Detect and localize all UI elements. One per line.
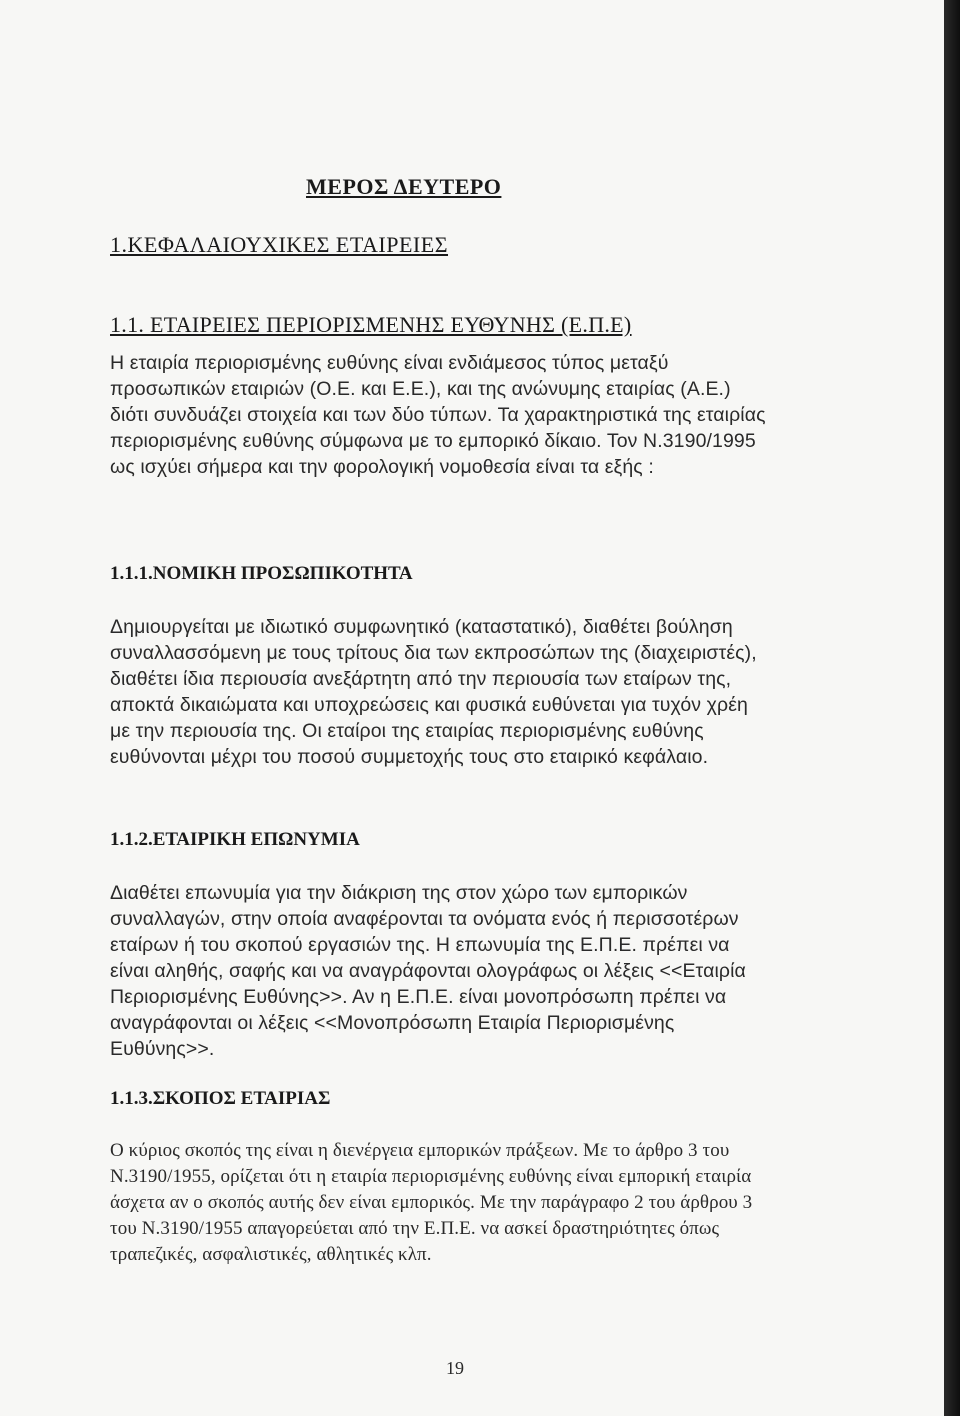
section-title: 1.1. ΕΤΑΙΡΕΙΕΣ ΠΕΡΙΟΡΙΣΜΕΝΗΣ ΕΥΘΥΝΗΣ (Ε.Π.Ε) bbox=[110, 312, 632, 337]
page-number: 19 bbox=[446, 1358, 464, 1378]
subsection-text-legal-personality: Δημιουργείται με ιδιωτικό συμφωνητικό (καταστατικό), διαθέτει βούληση συναλλασσόμενη με τους τρίτους δια των εκπροσώπων της (διαχειριστές), διαθέτει ίδια περιουσία ανεξάρτητη από την περιουσία των εταίρων της, αποκτά δικαιώματα και υποχρεώσεις και φυσικά ευθύνεται για τυχόν χρέη με την περιουσία της. Οι εταίροι της εταιρίας περιορισμένης ευθύνης ευθύνονται μέχρι του ποσού συμμετοχής τους στο εταιρικό κεφάλαιο. bbox=[110, 616, 757, 768]
subsection-heading-legal-personality: 1.1.1.ΝΟΜΙΚΗ ΠΡΟΣΩΠΙΚΟΤΗΤΑ bbox=[110, 563, 413, 584]
intro-paragraph: Η εταιρία περιορισμένης ευθύνης είναι ενδιάμεσος τύπος μεταξύ προσωπικών εταιριών (Ο.Ε. και Ε.Ε.), και της ανώνυμης εταιρίας (Α.Ε.) διότι συνδυάζει στοιχεία και των δύο τύπων. Τα χαρακτηριστικά της εταιρίας περιορισμένης ευθύνης σύμφωνα με το εμπορικό δίκαιο. Τον Ν.3190/1995 ως ισχύει σήμερα και την φορολογική νομοθεσία είναι τα εξής : bbox=[110, 352, 766, 478]
part-title: ΜΕΡΟΣ ΔΕΥΤΕΡΟ bbox=[306, 174, 502, 199]
subsection-heading-company-name: 1.1.2.ΕΤΑΙΡΙΚΗ ΕΠΩΝΥΜΙΑ bbox=[110, 829, 360, 850]
subsection-heading-company-purpose: 1.1.3.ΣΚΟΠΟΣ ΕΤΑΙΡΙΑΣ bbox=[110, 1088, 331, 1109]
subsection-text-company-name: Διαθέτει επωνυμία για την διάκριση της στον χώρο των εμπορικών συναλλαγών, στην οποία αναφέρονται τα ονόματα ενός ή περισσοτέρων εταίρων ή του σκοπού εργασιών της. Η επωνυμία της Ε.Π.Ε. πρέπει να είναι αληθής, σαφής και να αναγράφονται ολογράφως οι λέξεις <<Εταιρία Περιορισμένης Ευθύνης>>. Αν η Ε.Π.Ε. είναι μονοπρόσωπη πρέπει να αναγράφονται οι λέξεις <<Μονοπρόσωπη Εταιρία Περιορισμένης Ευθύνης>>. bbox=[110, 882, 746, 1060]
page-edge-shadow bbox=[944, 0, 960, 1416]
chapter-title: 1.ΚΕΦΑΛΑΙΟΥΧΙΚΕΣ ΕΤΑΙΡΕΙΕΣ bbox=[110, 232, 449, 257]
subsection-text-company-purpose: Ο κύριος σκοπός της είναι η διενέργεια εμπορικών πράξεων. Με το άρθρο 3 του Ν.3190/1955, ορίζεται ότι η εταιρία περιορισμένης ευθύνης είναι εμπορική εταιρία άσχετα αν ο σκοπός αυτής δεν είναι εμπορικός. Με την παράγραφο 2 του άρθρου 3 του Ν.3190/1955 απαγορεύεται από την Ε.Π.Ε. να ασκεί δραστηριότητες όπως τραπεζικές, ασφαλιστικές, αθλητικές κλπ. bbox=[110, 1140, 753, 1265]
